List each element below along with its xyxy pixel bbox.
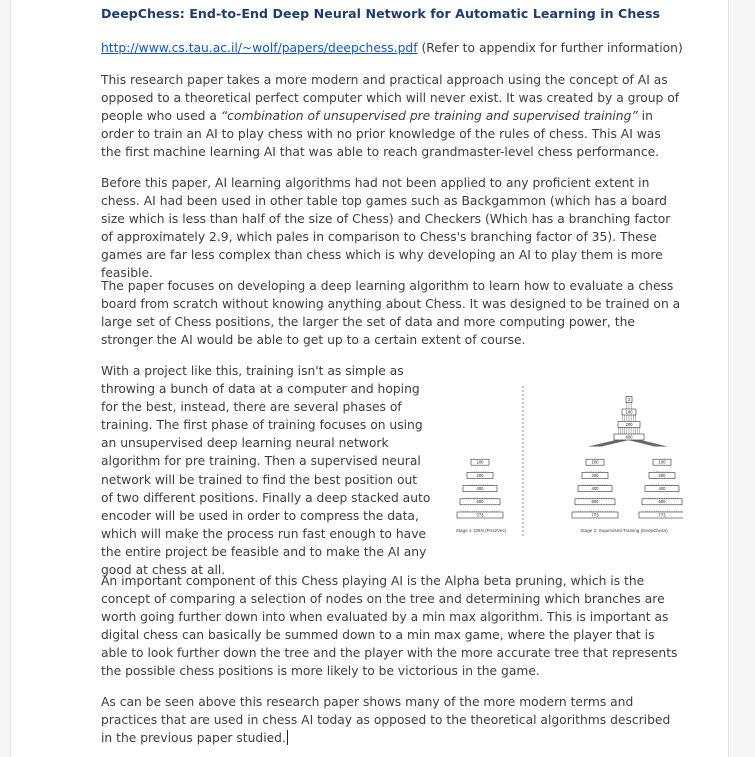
text-cursor [287,730,289,745]
stage2-top-connections [623,415,636,422]
stage1-label-200: 200 [476,472,484,478]
stage2-top-label-100: 100 [625,409,633,415]
stage2-right-label-600: 600 [658,499,666,505]
p5-text: An important component of this Chess playing AI is the Alpha beta pruning, which is the concept of comparing a selection of nodes on the tree and determining which branches are worth going further down into when evaluated by a min max algorithm. This is important as digital chess can basically be summed down to a min max game, where the player that is able to look further down the tree and the player with the more accurate tree that represents the possible chess positions is more likely to be victorious in the game. [101,574,678,679]
paragraph-5 [101,572,681,681]
paragraph-1 [101,71,681,161]
stage2-top-label-400: 400 [625,434,633,440]
stage2-right-label-200: 200 [658,472,666,478]
paper-link[interactable]: http://www.cs.tau.ac.il/~wolf/papers/deepchess.pdf [101,41,418,55]
stage1-label-600: 600 [476,499,484,505]
stage2-left-label-200: 200 [591,472,599,478]
page-title: DeepChess: End-to-End Deep Neural Network for Automatic Learning in Chess [101,6,661,21]
deepchess-architecture-figure [443,382,683,542]
paragraph-6 [101,693,681,747]
stage2-left-label-400: 400 [591,486,599,491]
stage1-label-100: 100 [476,459,484,465]
stage2-merge-connections [589,440,667,447]
p4-text: With a project like this, training isn't as simple as throwing a bunch of data at a computer and hoping for the best, instead, there are several phases of training. The first phase of training focuses on using an unsupervised deep learning neural network algorithm for pre training. Then a supervised neural network will be trained to find the best position out of two different positions. Finally a deep stacked auto encoder will be used in order to compress the data, which will make the process run fast enough to have the entire project be feasible and to make the AI any good at chess at all. [101,364,431,578]
p3-text: The paper focuses on developing a deep learning algorithm to learn how to evaluate a chess board from scratch without knowing anything about Chess. It was designed to be trained on a large set of Chess positions, the larger the set of data and more computing power, the stronger the AI would be able to get up to a certain extent of course. [101,279,681,348]
p6-text: As can be seen above this research paper shows many of the more modern terms and practices that are used in chess AI today as opposed to the theoretical algorithms described in the previous paper studied. [101,695,671,746]
stage2-left-label-773: 773 [591,512,599,518]
stage2-top-connections [627,403,632,410]
paragraph-3 [101,277,681,349]
p1-text-start: This research paper takes a more modern and practical approach using the concept of AI as opposed to a theoretical perfect computer which will never exist. It was created by a group of people who used a [101,73,680,124]
paragraph-4 [101,362,431,579]
stage1-label-773: 773 [476,512,484,518]
p1-quote: “combination of unsupervised pre training and supervised training” [220,109,638,124]
paragraph-2 [101,174,681,283]
p1-text-end: in order to train an AI to play chess with no prior knowledge of the rules of chess. This AI was the first machine learning AI that was able to reach grandmaster-level chess performance. [101,109,661,160]
stage2-top-label-200: 200 [625,421,633,427]
reference-line [101,41,683,55]
stage1-label-400: 400 [476,486,484,491]
stage2-caption: Stage 2: Supervised Training (DeepChess) [580,528,668,533]
stage2-right-label-100: 100 [658,459,666,465]
stage2-left-label-100: 100 [591,459,599,465]
stage1-caption: Stage 1: DBN (Pos2Vec) [455,528,507,533]
stage2-left-label-600: 600 [591,499,599,505]
stage2-right-label-773: 773 [658,512,666,518]
stage2-top-label-2: 2 [627,396,631,402]
architecture-diagram [443,382,683,542]
document-page [10,0,729,757]
stage2-right-label-400: 400 [658,486,666,491]
reference-note: (Refer to appendix for further information) [417,41,683,55]
stage2-top-connections [619,428,640,435]
p2-text: Before this paper, AI learning algorithms had not been applied to any proficient extent in chess. AI had been used in other table top games such as Backgammon (which has a board size which is less than half of the size of Chess) and Checkers (Which has a branching factor of approximately 2.9, which pales in comparison to Chess's branching factor of 35). These games are far less complex than chess which is why developing an AI to play them is more feasible. [101,176,671,281]
